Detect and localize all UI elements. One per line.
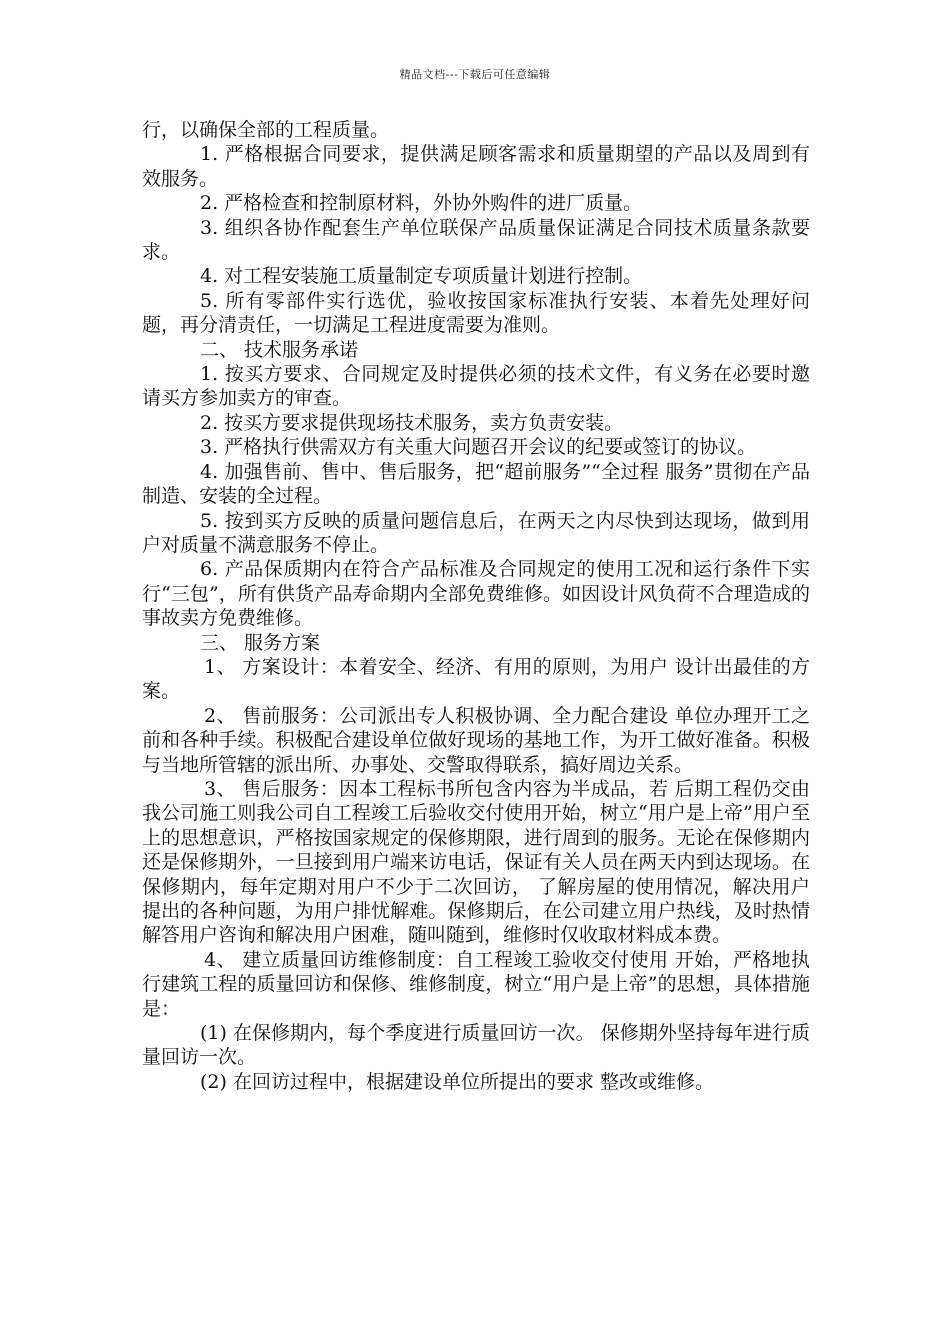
paragraph: 1. 严格根据合同要求，提供满足顾客需求和质量期望的产品以及周到有效服务。 <box>142 143 810 190</box>
paragraph: 5. 按到买方反映的质量问题信息后，在两天之内尽快到达现场，做到用户对质量不满意服务不停止。 <box>142 509 810 556</box>
page-header: 精品文档---下载后可任意编辑 <box>399 68 551 81</box>
document-body <box>142 118 810 1094</box>
section-heading: 三、 服务方案 <box>200 631 321 654</box>
paragraph: 2. 按买方要求提供现场技术服务，卖方负责安装。 <box>200 411 624 434</box>
paragraph: 3、 售后服务：因本工程标书所包含内容为半成品，若 后期工程仍交由我公司施工则我公司自工程竣工后验收交付使用开始，树立“用户是上帝”用户至上的思想意识，严格按国家规定的保修期限，进行周到的服务。无论在保修期内还是保修期外，一旦接到用户端来访电话，保证有关人员在两天内到达现场。在保修期内，每年定期对用户不少于二次回访， 了解房屋的使用情况，解决用户提出的各种问题，为用户排忧解难。保修期后，在公司建立用户热线，及时热情解答用户咨询和解决用户困难，随叫随到，维修时仅收取材料成本费。 <box>142 777 810 947</box>
paragraph: 6. 产品保质期内在符合产品标准及合同规定的使用工况和运行条件下实行“三包”，所有供货产品寿命期内全部免费维修。如因设计风负荷不合理造成的事故卖方免费维修。 <box>142 558 810 630</box>
paragraph: 1. 按买方要求、合同规定及时提供必须的技术文件，有义务在必要时邀请买方参加卖方的审查。 <box>142 363 810 410</box>
paragraph: 4、 建立质量回访维修制度：自工程竣工验收交付使用 开始，严格地执行建筑工程的质量回访和保修、维修制度，树立“用户是上帝”的思想，具体措施是： <box>142 948 810 1020</box>
paragraph: 5. 所有零部件实行选优，验收按国家标准执行安装、本着先处理好问题，再分清责任，一切满足工程进度需要为准则。 <box>142 289 810 337</box>
paragraph: 2、 售前服务：公司派出专人积极协调、全力配合建设 单位办理开工之前和各种手续。积极配合建设单位做好现场的基地工作，为开工做好准备。积极与当地所管辖的派出所、办事处、交警取得联系，搞好周边关系。 <box>142 704 810 776</box>
paragraph: 4. 对工程安装施工质量制定专项质量计划进行控制。 <box>200 265 643 288</box>
paragraph: (1) 在保修期内，每个季度进行质量回访一次。 保修期外坚持每年进行质量回访一次。 <box>142 1022 810 1069</box>
paragraph: 4. 加强售前、售中、售后服务，把“超前服务”“全过程 服务”贯彻在产品制造、安装的全过程。 <box>142 460 810 508</box>
paragraph: 2. 严格检查和控制原材料，外协外购件的进厂质量。 <box>200 192 643 215</box>
section-heading: 二、 技术服务承诺 <box>200 338 359 361</box>
paragraph: 3. 严格执行供需双方有关重大问题召开会议的纪要或签订的协议。 <box>200 436 757 459</box>
paragraph: 1、 方案设计：本着安全、经济、有用的原则，为用户 设计出最佳的方案。 <box>142 655 810 703</box>
paragraph: (2) 在回访过程中，根据建设单位所提出的要求 整改或维修。 <box>200 1070 714 1093</box>
paragraph: 行，以确保全部的工程质量。 <box>142 119 390 141</box>
paragraph: 3. 组织各协作配套生产单位联保产品质量保证满足合同技术质量条款要求。 <box>142 216 810 264</box>
